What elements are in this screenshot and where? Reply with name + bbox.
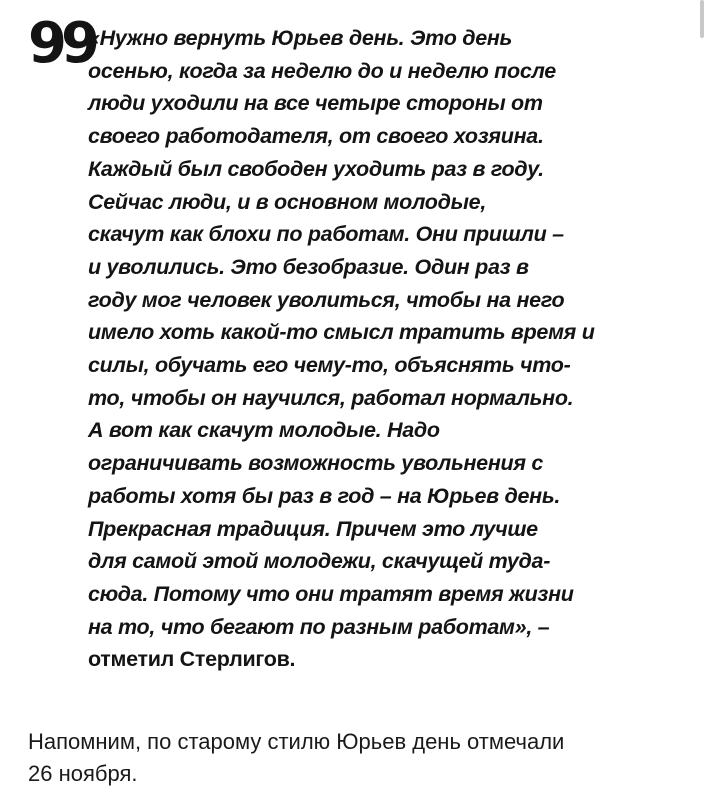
footnote-paragraph — [28, 726, 688, 790]
quote-line: сюда. Потому что они тратят время жизни — [88, 581, 574, 606]
quote-line: имело хоть какой-то смысл тратить время и — [88, 320, 595, 345]
quote-mark-glyph: 99 — [28, 11, 94, 76]
quote-line: Прекрасная традиция. Причем это лучше — [88, 516, 538, 541]
quote-line: люди уходили на все четыре стороны от — [88, 91, 543, 116]
quote-line: осенью, когда за неделю до и неделю после — [88, 58, 556, 83]
quote-line: и уволились. Это безобразие. Один раз в — [88, 254, 529, 279]
quote-text — [88, 22, 688, 676]
quote-line: Каждый был свободен уходить раз в году. — [88, 156, 544, 181]
quote-line: своего работодателя, от своего хозяина. — [88, 124, 544, 149]
quote-mark-icon — [28, 11, 94, 76]
quote-line: А вот как скачут молодые. Надо — [88, 418, 440, 443]
quote-line: для самой этой молодежи, скачущей туда- — [88, 549, 551, 574]
scrollbar[interactable] — [700, 0, 704, 38]
quote-line: работы хотя бы раз в год – на Юрьев день. — [88, 483, 561, 508]
quote-line: «Нужно вернуть Юрьев день. Это день — [88, 26, 513, 50]
quote-line: году мог человек уволиться, чтобы на него — [88, 287, 565, 312]
quote-line: то, чтобы он научился, работал нормально. — [88, 385, 574, 410]
quote-line: скачут как блохи по работам. Они пришли – — [88, 222, 564, 247]
quote-line: на то, что бегают по разным работам», – — [88, 614, 550, 639]
quote-line: Сейчас люди, и в основном молодые, — [88, 189, 486, 214]
quote-line: ограничивать возможность увольнения с — [88, 451, 544, 476]
footnote-line: Напомним, по старому стилю Юрьев день отмечали — [28, 729, 565, 754]
quote-attribution: отметил Стерлигов. — [88, 647, 296, 672]
quote-line: силы, обучать его чему-то, объяснять что- — [88, 353, 571, 378]
footnote-line: 26 ноября. — [28, 761, 138, 786]
